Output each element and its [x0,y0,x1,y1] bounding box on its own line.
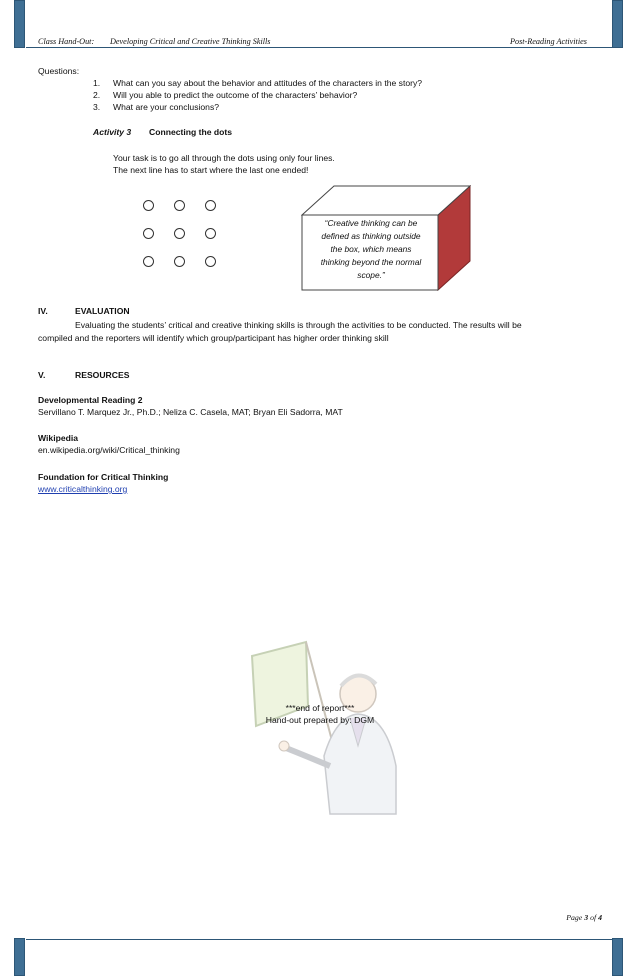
dot-circle [143,256,154,267]
resource-detail: Servillano T. Marquez Jr., Ph.D.; Neliza C. Casela, MAT; Bryan Eli Sadorra, MAT [38,407,343,417]
question-number: 3. [93,102,101,112]
dot-circle [205,200,216,211]
teacher-clipart [246,636,402,816]
quote-line: scope.” [357,270,385,280]
evaluation-heading: EVALUATION [75,306,130,316]
header-bar-right [612,0,623,48]
header-label: Class Hand-Out: [38,37,95,46]
activity-label: Activity 3 [93,127,132,137]
quote-text [305,217,437,282]
dot-circle [174,256,185,267]
resource-link[interactable]: www.criticalthinking.org [38,484,128,494]
page-total: 4 [598,913,602,922]
end-of-report: ***end of report*** [285,703,355,713]
resource-title: Wikipedia [38,433,79,443]
dot-circle [143,228,154,239]
footer-rule [26,939,612,940]
question-number: 1. [93,78,101,88]
question-number: 2. [93,90,101,100]
activity-instruction: The next line has to start where the last one ended! [113,165,309,175]
evaluation-number: IV. [38,306,48,316]
question-text: Will you able to predict the outcome of the characters’ behavior? [113,90,358,100]
dot-circle [205,228,216,239]
activity-instruction: Your task is to go all through the dots using only four lines. [113,153,335,163]
header-section: Post-Reading Activities [510,37,587,46]
questions-heading: Questions: [38,66,80,76]
page-prefix: Page [566,913,585,922]
resource-detail: en.wikipedia.org/wiki/Critical_thinking [38,445,180,455]
evaluation-text: Evaluating the students’ critical and creative thinking skills is through the activities to be conducted. The results will be [75,320,522,330]
header-title: Developing Critical and Creative Thinking Skills [110,37,271,46]
activity-title: Connecting the dots [149,127,233,137]
page-number [520,913,602,922]
quote-line: defined as thinking outside [321,231,421,241]
header-rule [26,47,612,48]
header-bar-left [14,0,25,48]
page-current: 3 [584,913,589,922]
page-of: of [588,913,599,922]
prepared-by: Hand-out prepared by: DGM [265,715,375,725]
dot-circle [174,200,185,211]
resources-heading: RESOURCES [75,370,130,380]
resource-title: Foundation for Critical Thinking [38,472,169,482]
dot-circle [205,256,216,267]
question-text: What can you say about the behavior and attitudes of the characters in the story? [113,78,423,88]
footer-bar-left [14,938,25,976]
question-text: What are your conclusions? [113,102,220,112]
quote-line: “Creative thinking can be [324,218,418,228]
quote-line: the box, which means [330,244,412,254]
resources-number: V. [38,370,46,380]
dot-circle [174,228,185,239]
resource-title: Developmental Reading 2 [38,395,143,405]
quote-line: thinking beyond the normal [320,257,422,267]
dot-circle [143,200,154,211]
footer-bar-right [612,938,623,976]
evaluation-text: compiled and the reporters will identify which group/participant has higher order thinking skill [38,333,389,343]
